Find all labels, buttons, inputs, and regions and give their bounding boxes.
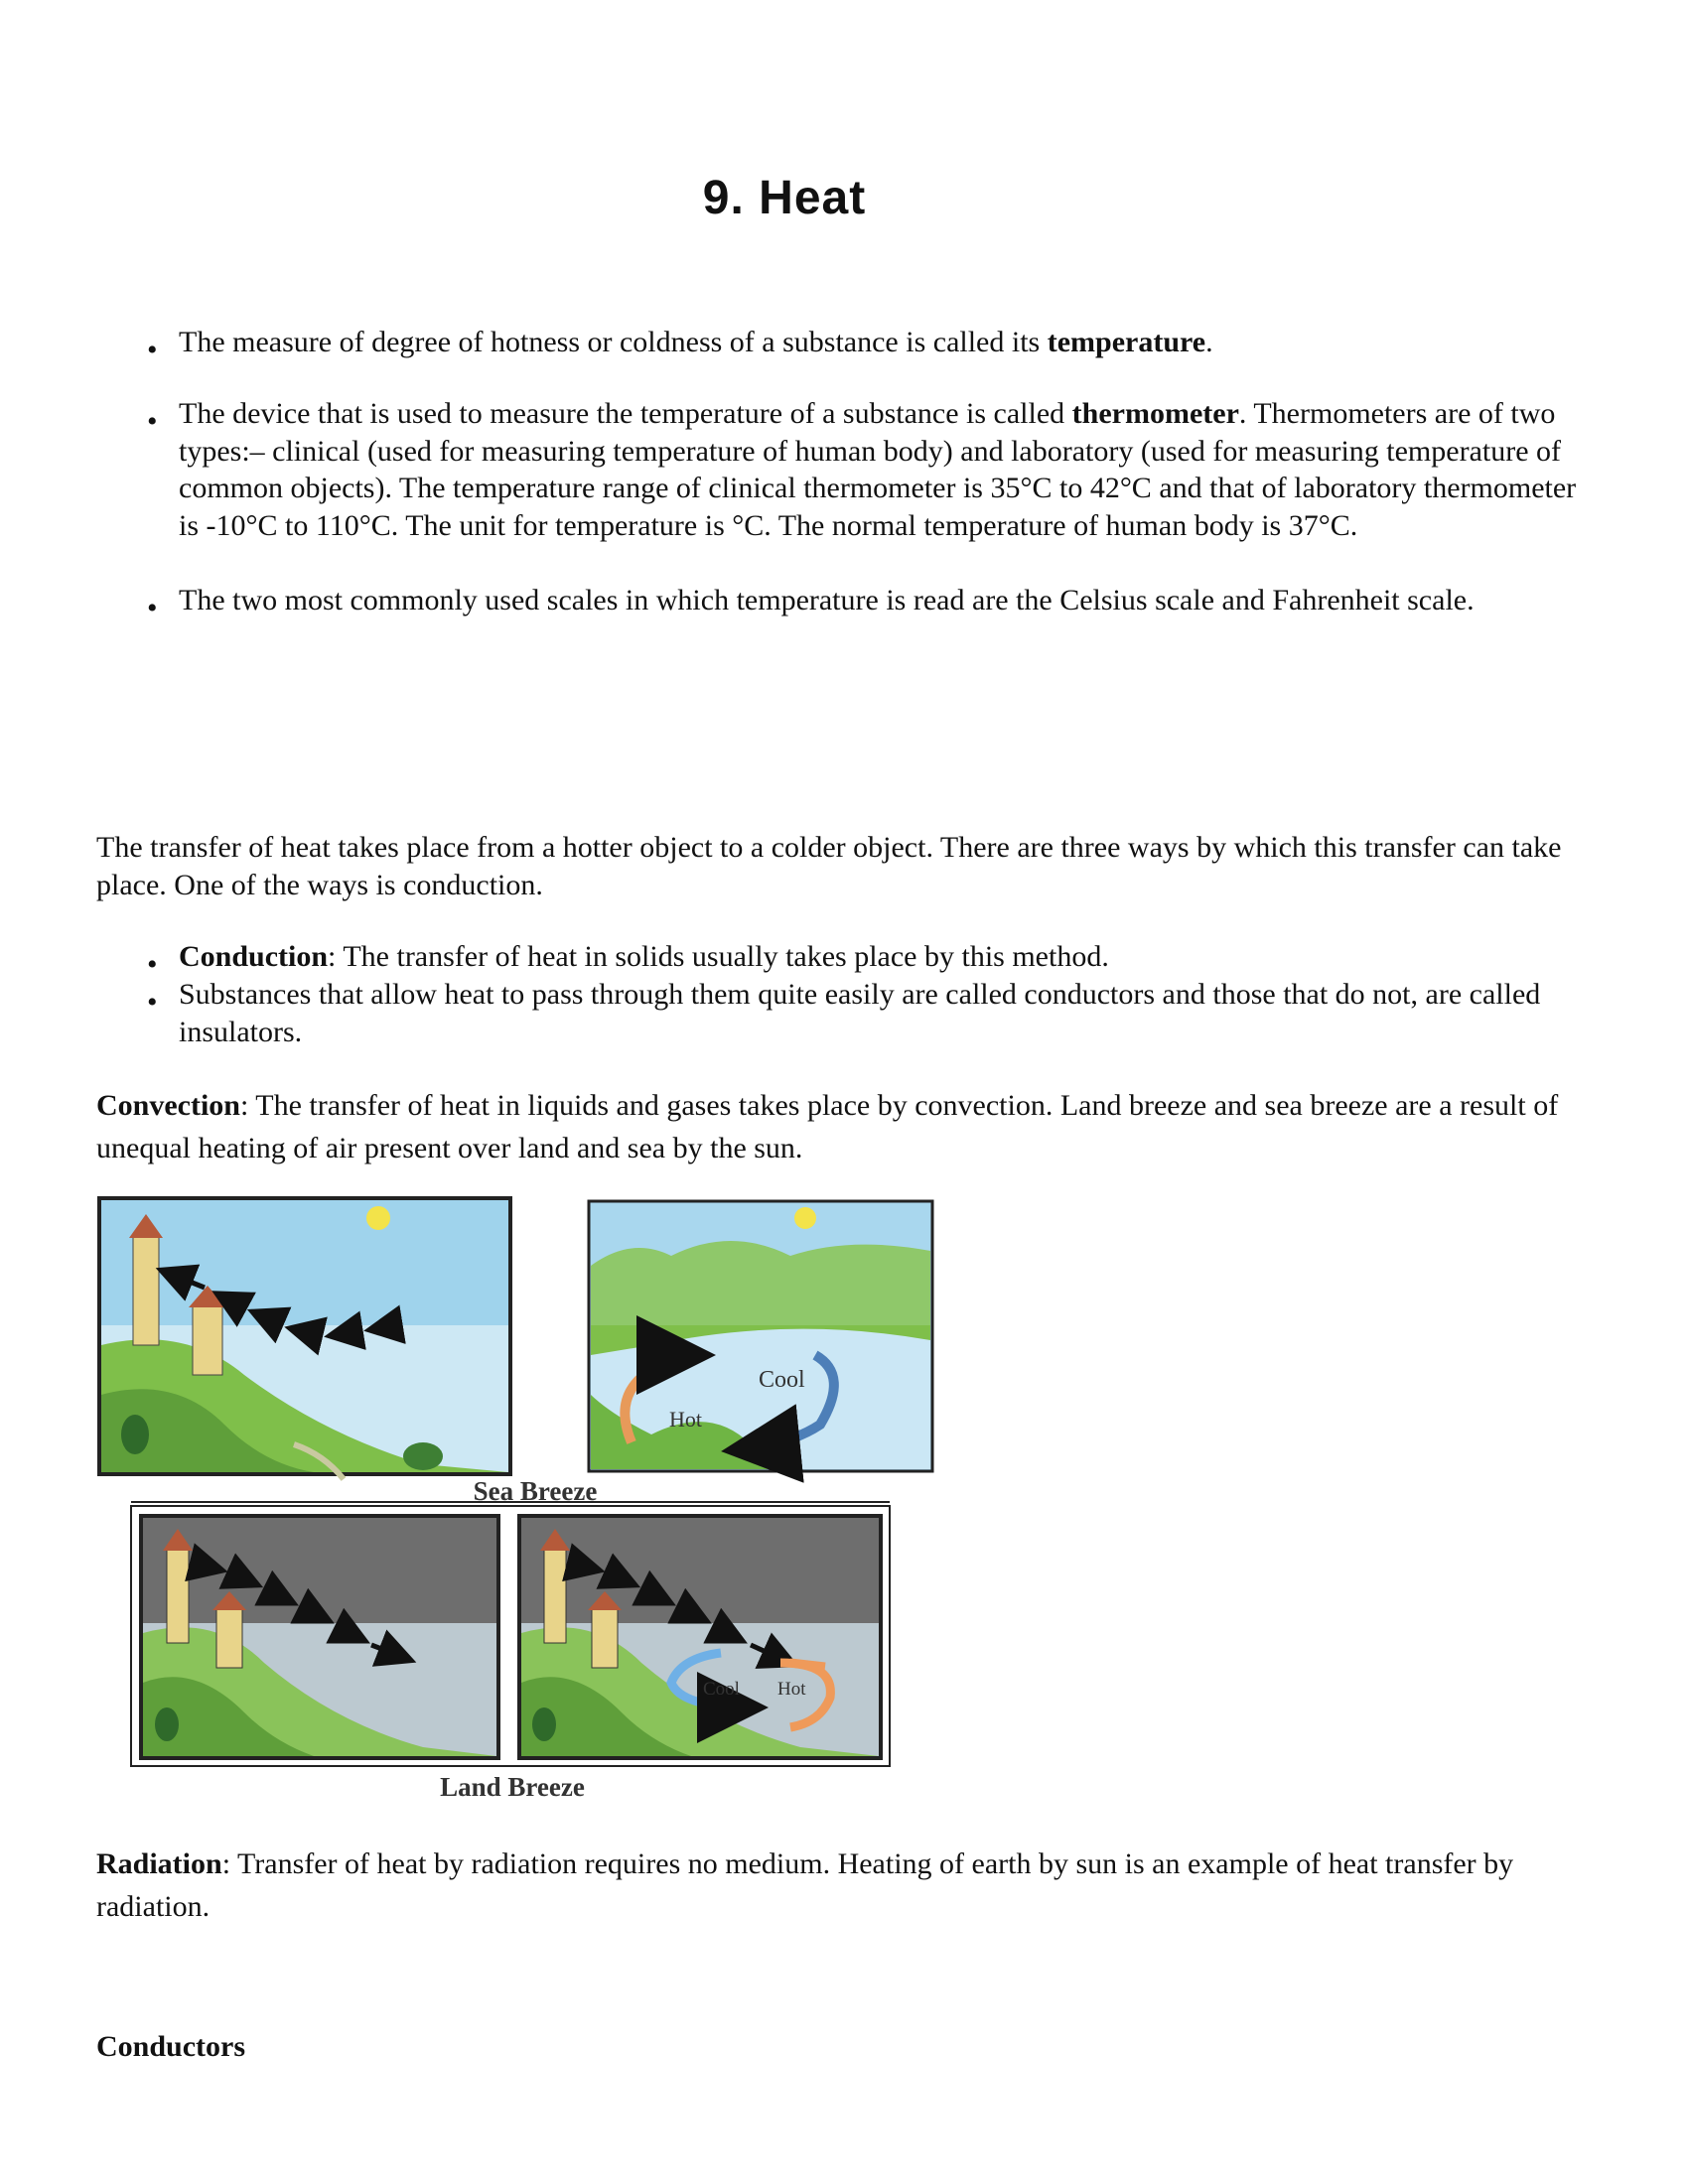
page-title: 9. Heat [702,172,867,224]
bullet-text: The device that is used to measure the temperature of a substance is called thermometer. Thermometers are of two types:– clinical (used for measuring temperature of human body) and laboratory (used for measuring temperature of common objects). The temperature range of clinical thermometer is 35°C to 42°C and that of laboratory thermometer is -10°C to 110°C. The unit for temperature is °C. The normal temperature of human body is 37°C. [179,397,1577,542]
land-breeze-panel-night [141,1516,498,1758]
sea-breeze-panel-day [99,1198,510,1479]
bullet-text: The measure of degree of hotness or coldness of a substance is called its temperature. [179,326,1213,358]
bullet-text: Conduction: The transfer of heat in solids usually takes place by this method. [179,940,1109,973]
hot-label: Hot [777,1679,806,1700]
sun-icon [366,1206,390,1230]
bullet-dot: • [147,592,158,624]
radiation-paragraph: Radiation: Transfer of heat by radiation requires no medium. Heating of earth by sun is an example of heat transfer by radiation. [96,1847,1514,1923]
transfer-paragraph: The transfer of heat takes place from a hotter object to a colder object. There are three ways by which this transfer can take place. One of the ways is conduction. [96,831,1562,901]
bullet-text: Substances that allow heat to pass through them quite easily are called conductors and those that do not, are called insulators. [179,978,1541,1048]
breeze-figure [95,1196,939,1812]
land-breeze-panel-convection [519,1516,881,1758]
cool-label: Cool [703,1679,740,1700]
cool-label: Cool [759,1367,805,1393]
bullet-dot: • [147,405,158,438]
bullet-dot: • [147,334,158,366]
sea-breeze-panel-convection [589,1201,932,1471]
land-breeze-caption: Land Breeze [440,1772,585,1802]
bullet-text: The two most commonly used scales in which temperature is read are the Celsius scale and Fahrenheit scale. [179,584,1475,616]
bullet-dot: • [147,986,158,1019]
breeze-illustration [95,1196,939,1812]
convection-paragraph: Convection: The transfer of heat in liquids and gases takes place by convection. Land breeze and sea breeze are a result of unequal heating of air present over land and sea by the sun. [96,1089,1559,1164]
sun-icon [794,1207,816,1229]
sea-breeze-caption: Sea Breeze [473,1476,598,1506]
bullet-dot: • [147,948,158,981]
conductors-heading: Conductors [96,2030,246,2063]
hot-label: Hot [669,1407,702,1432]
